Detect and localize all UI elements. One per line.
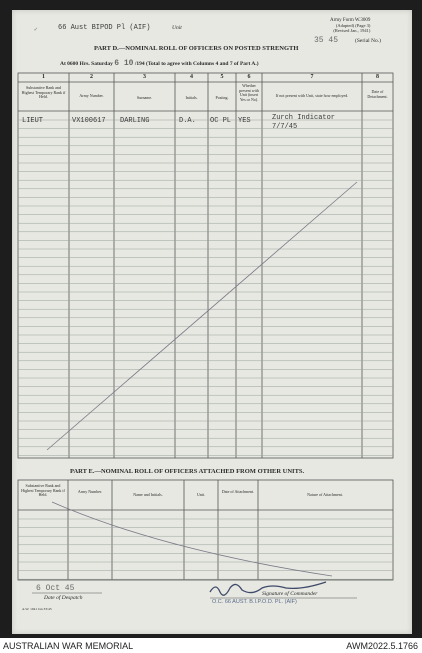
form-ref-line-2: (Adapted) (Page 3) <box>335 23 371 28</box>
e-col-header-rank: Substantive Rank and Highest Temporary Rank if Held. <box>21 483 65 498</box>
despatch-date-label: Date of Despatch <box>44 595 83 601</box>
row-initials: D.A. <box>179 117 196 125</box>
serial-number-label: (Serial No.) <box>355 38 381 44</box>
col-header-army-number: Army Number. <box>79 93 104 98</box>
e-col-header-name: Name and Initials. <box>133 492 163 497</box>
form-page <box>12 10 412 634</box>
part-e-title: PART E.—NOMINAL ROLL OF OFFICERS ATTACHED FROM OTHER UNITS. <box>70 468 305 475</box>
col-num-7: 7 <box>310 74 314 80</box>
e-col-header-attachment-date: Date of Attachment. <box>221 489 255 494</box>
archive-footer <box>0 638 422 653</box>
col-num-2: 2 <box>90 74 93 80</box>
col-num-6: 6 <box>247 74 251 80</box>
date-prefix: At 0600 Hrs. Saturday <box>60 61 113 67</box>
form-ref-line-3: (Revised Jan., 1941) <box>333 28 371 33</box>
form-ref-line-1: Army Form W.3009 <box>330 18 371 23</box>
col-header-rank: Substantive Rank and Highest Temporary Rank if Held. <box>21 85 66 100</box>
despatch-date: 6 Oct 45 <box>36 584 75 593</box>
col-header-employment: If not present with Unit, state how employed. <box>275 93 349 98</box>
col-num-8: 8 <box>376 74 379 80</box>
unit-handwritten-mark: ✓ <box>34 26 38 33</box>
e-col-header-army-number: Army Number. <box>77 489 103 494</box>
date-suffix: (Total to agree with Columns 4 and 7 of Part A.) <box>145 61 259 67</box>
footer-accession-number: AWM2022.5.1766 <box>346 641 418 651</box>
commander-stamp: O.C. 66 AUST. B.I.P.O.D. PL. (AIF) <box>212 599 297 605</box>
print-reference: A.W. 1941 Jan 33/43 <box>22 607 52 611</box>
serial-number: 35 45 <box>314 36 339 45</box>
part-d-table-grid <box>12 10 412 634</box>
col-num-4: 4 <box>190 74 193 80</box>
col-header-present: Whether present with Unit (insert Yes or No). <box>239 83 259 102</box>
row-army-number: VX100617 <box>72 117 106 125</box>
date-value: 6 10 <box>114 59 134 68</box>
unit-label: Unit <box>172 25 182 31</box>
row-surname: DARLING <box>120 117 150 125</box>
e-col-header-unit: Unit. <box>196 492 206 497</box>
date-year: /194 <box>134 61 145 67</box>
row-employed-line-1: Zurch Indicator <box>272 114 336 122</box>
col-num-1: 1 <box>42 74 45 80</box>
col-header-initials: Initials. <box>185 95 198 100</box>
col-header-posting: Posting. <box>215 95 229 100</box>
col-header-surname: Surname. <box>136 95 153 100</box>
row-present: YES <box>238 117 251 125</box>
row-employed-line-2: 7/7/45 <box>272 123 298 131</box>
row-posting: OC PL <box>210 117 232 125</box>
col-num-5: 5 <box>220 74 224 80</box>
row-rank: LIEUT <box>22 117 44 125</box>
col-header-detachment-date: Date of Detachment. <box>367 89 388 99</box>
col-num-3: 3 <box>143 74 146 80</box>
part-d-title: PART D.—NOMINAL ROLL OF OFFICERS ON POSTED STRENGTH <box>94 45 299 52</box>
signature-label: Signature of Commander <box>262 591 318 597</box>
unit-name: 66 Aust BIPOD Pl (AIF) <box>58 24 151 32</box>
e-col-header-attachment-nature: Nature of Attachment. <box>307 492 343 497</box>
footer-institution: AUSTRALIAN WAR MEMORIAL <box>3 641 134 651</box>
